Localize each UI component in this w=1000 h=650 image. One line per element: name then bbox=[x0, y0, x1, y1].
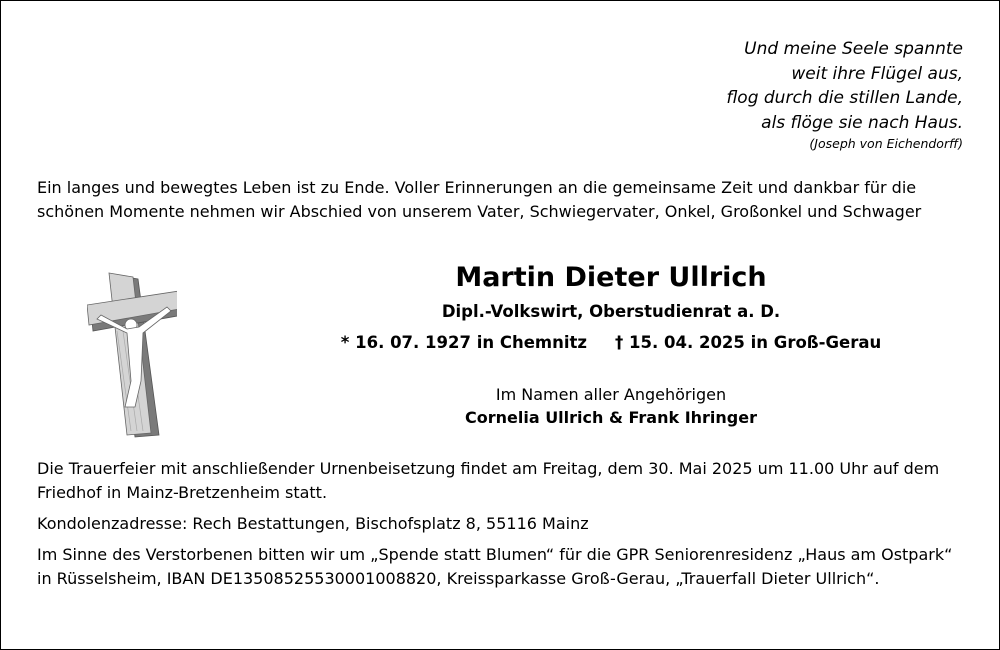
donation-request: Im Sinne des Verstorbenen bitten wir um „Spende statt Blumen“ für die GPR Seniorenresidenz „Haus am Ostpark“ in Rüsselsheim, IBAN DE13508525530001008820, Kreissparkasse Groß-Gerau, „Trauerfall Dieter Ullrich“. bbox=[37, 545, 953, 588]
poem-author: (Joseph von Eichendorff) bbox=[809, 136, 963, 151]
poem-block bbox=[726, 37, 963, 153]
birth-date: * 16. 07. 1927 in Chemnitz bbox=[340, 333, 588, 352]
death-date: † 15. 04. 2025 in Groß-Gerau bbox=[615, 333, 882, 352]
crucifix-icon bbox=[87, 271, 177, 445]
life-dates bbox=[311, 329, 911, 357]
intro-text: Ein langes und bewegtes Leben ist zu Ende. Voller Erinnerungen an die gemeinsame Zeit und dankbar für die schönen Momente nehmen wir Abschied von unserem Vater, Schwiegervater, Onkel, Großonkel und Schwager bbox=[37, 178, 922, 221]
ceremony-info: Die Trauerfeier mit anschließender Urnenbeisetzung findet am Freitag, dem 30. Mai 2025 um 11.00 Uhr auf dem Friedhof in Mainz-Bretzenheim statt. bbox=[37, 459, 940, 502]
condolence-address: Kondolenzadresse: Rech Bestattungen, Bischofsplatz 8, 55116 Mainz bbox=[37, 514, 589, 533]
deceased-name: Martin Dieter Ullrich bbox=[455, 262, 767, 293]
mourners-names: Cornelia Ullrich & Frank Ihringer bbox=[464, 408, 757, 427]
poem-line: Und meine Seele spannte bbox=[744, 39, 963, 59]
poem-line: als flöge sie nach Haus. bbox=[761, 112, 963, 133]
mourners-intro: Im Namen aller Angehörigen bbox=[495, 385, 727, 404]
poem-line: weit ihre Flügel aus, bbox=[791, 63, 963, 84]
poem-line: flog durch die stillen Lande, bbox=[726, 88, 963, 108]
deceased-title: Dipl.-Volkswirt, Oberstudienrat a. D. bbox=[441, 302, 781, 321]
